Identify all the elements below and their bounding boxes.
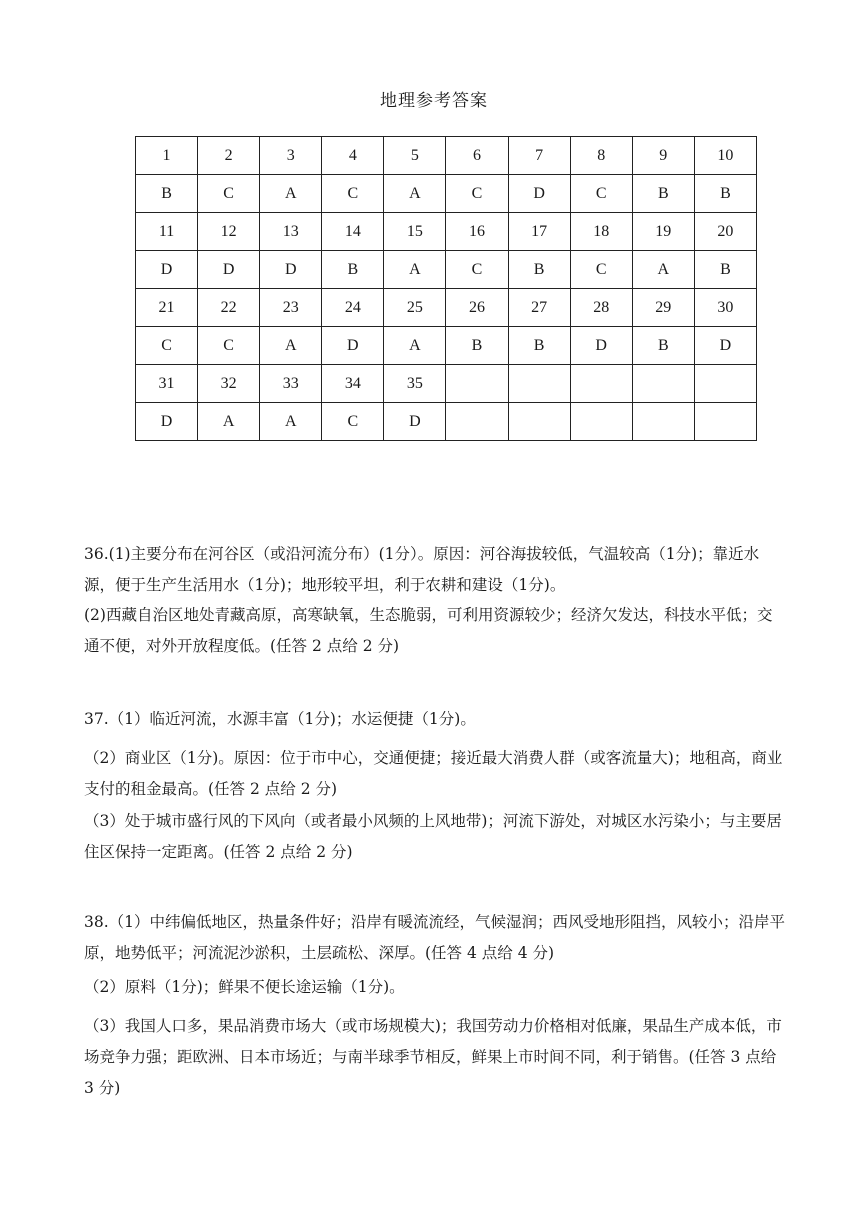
answer-36-part-2: (2)西藏自治区地处青藏高原，高寒缺氧，生态脆弱，可利用资源较少；经济欠发达，科技水平低；交通不便，对外开放程度低。(任答 2 点给 2 分) — [84, 606, 773, 655]
question-number-cell — [694, 365, 756, 403]
answer-38-part-2: （2）原料（1分)；鲜果不便长途运输（1分)。 — [84, 978, 405, 996]
answer-letter-row — [136, 403, 757, 441]
answer-letter-cell — [570, 403, 632, 441]
question-number-cell: 26 — [446, 289, 508, 327]
answer-letter-cell: C — [570, 175, 632, 213]
answer-letter-cell: C — [198, 175, 260, 213]
question-number-cell: 2 — [198, 137, 260, 175]
answer-letter-cell: D — [508, 175, 570, 213]
answer-letter-cell: A — [384, 251, 446, 289]
question-number-cell: 22 — [198, 289, 260, 327]
answer-table-body — [136, 137, 757, 441]
answer-letter-row — [136, 251, 757, 289]
answer-letter-cell: D — [136, 251, 198, 289]
answer-letter-cell: B — [136, 175, 198, 213]
answer-letter-cell: D — [260, 251, 322, 289]
answer-letter-cell: A — [198, 403, 260, 441]
answer-38-part-1: 38.（1）中纬偏低地区，热量条件好；沿岸有暖流流经，气候湿润；西风受地形阻挡，风较小；沿岸平原，地势低平；河流泥沙淤积，土层疏松、深厚。(任答 4 点给 4 分) — [84, 913, 786, 962]
answer-letter-cell: A — [260, 403, 322, 441]
answer-letter-cell — [632, 403, 694, 441]
answer-letter-cell: B — [632, 175, 694, 213]
answer-letter-cell: A — [632, 251, 694, 289]
answer-letter-cell: B — [508, 251, 570, 289]
question-number-cell: 32 — [198, 365, 260, 403]
question-number-cell: 23 — [260, 289, 322, 327]
answer-letter-cell: D — [322, 327, 384, 365]
question-number-cell: 24 — [322, 289, 384, 327]
question-number-cell: 14 — [322, 213, 384, 251]
answer-letter-cell: C — [446, 175, 508, 213]
question-number-cell: 12 — [198, 213, 260, 251]
answer-letter-cell: B — [322, 251, 384, 289]
answer-letter-cell: C — [570, 251, 632, 289]
answer-letter-cell: C — [322, 175, 384, 213]
question-number-row — [136, 365, 757, 403]
question-number-row — [136, 213, 757, 251]
question-number-cell: 21 — [136, 289, 198, 327]
answer-letter-cell: A — [260, 175, 322, 213]
question-number-cell: 30 — [694, 289, 756, 327]
question-number-cell — [632, 365, 694, 403]
answer-letter-cell — [508, 403, 570, 441]
answer-letter-cell — [446, 403, 508, 441]
question-number-cell: 9 — [632, 137, 694, 175]
answer-letter-cell: D — [384, 403, 446, 441]
question-number-cell: 34 — [322, 365, 384, 403]
answer-letter-cell: C — [322, 403, 384, 441]
answer-letter-cell: B — [694, 175, 756, 213]
answer-letter-cell: C — [198, 327, 260, 365]
question-number-row — [136, 137, 757, 175]
question-number-cell: 28 — [570, 289, 632, 327]
question-number-cell: 1 — [136, 137, 198, 175]
answer-letter-cell: A — [384, 175, 446, 213]
question-number-cell: 13 — [260, 213, 322, 251]
answer-letter-cell — [694, 403, 756, 441]
question-number-cell: 20 — [694, 213, 756, 251]
question-number-cell: 18 — [570, 213, 632, 251]
question-number-cell: 15 — [384, 213, 446, 251]
answer-letter-cell: B — [508, 327, 570, 365]
answer-letter-row — [136, 327, 757, 365]
answer-letter-row — [136, 175, 757, 213]
question-number-cell: 10 — [694, 137, 756, 175]
answer-37-part-2: （2）商业区（1分)。原因：位于市中心，交通便捷；接近最大消费人群（或客流量大)；地租高，商业支付的租金最高。(任答 2 点给 2 分) — [84, 749, 783, 798]
answer-letter-cell: A — [384, 327, 446, 365]
answer-37-part-1: 37.（1）临近河流，水源丰富（1分)；水运便捷（1分)。 — [84, 710, 476, 728]
question-number-cell: 7 — [508, 137, 570, 175]
question-number-cell: 29 — [632, 289, 694, 327]
question-number-cell: 3 — [260, 137, 322, 175]
page-title: 地理参考答案 — [380, 91, 488, 111]
question-number-cell: 16 — [446, 213, 508, 251]
question-number-cell: 6 — [446, 137, 508, 175]
question-number-cell: 4 — [322, 137, 384, 175]
answer-letter-cell: C — [136, 327, 198, 365]
answer-letter-cell: D — [198, 251, 260, 289]
question-number-cell: 25 — [384, 289, 446, 327]
answer-letter-cell: C — [446, 251, 508, 289]
answer-table — [135, 136, 757, 441]
answer-letter-cell: D — [136, 403, 198, 441]
question-number-cell: 5 — [384, 137, 446, 175]
question-number-cell — [446, 365, 508, 403]
question-number-cell: 33 — [260, 365, 322, 403]
answer-letter-cell: B — [632, 327, 694, 365]
answer-letter-cell: D — [694, 327, 756, 365]
question-number-cell — [508, 365, 570, 403]
question-number-cell: 17 — [508, 213, 570, 251]
question-number-cell: 27 — [508, 289, 570, 327]
answer-letter-cell: B — [446, 327, 508, 365]
question-number-cell: 11 — [136, 213, 198, 251]
answer-letter-cell: B — [694, 251, 756, 289]
answer-37-part-3: （3）处于城市盛行风的下风向（或者最小风频的上风地带)；河流下游处，对城区水污染小；与主要居住区保持一定距离。(任答 2 点给 2 分) — [84, 812, 782, 861]
answer-letter-cell: A — [260, 327, 322, 365]
question-number-cell — [570, 365, 632, 403]
answer-36-part-1: 36.(1)主要分布在河谷区（或沿河流分布）(1分）。原因：河谷海拔较低，气温较高（1分)；靠近水源，便于生产生活用水（1分)；地形较平坦，利于农耕和建设（1分)。 — [84, 545, 760, 594]
question-number-cell: 35 — [384, 365, 446, 403]
question-number-cell: 8 — [570, 137, 632, 175]
question-number-row — [136, 289, 757, 327]
question-number-cell: 31 — [136, 365, 198, 403]
answer-letter-cell: D — [570, 327, 632, 365]
answer-38-part-3: （3）我国人口多，果品消费市场大（或市场规模大)；我国劳动力价格相对低廉，果品生产成本低，市场竞争力强；距欧洲、日本市场近；与南半球季节相反，鲜果上市时间不同，利于销售。(任答 3 点给 3 分) — [84, 1017, 782, 1097]
question-number-cell: 19 — [632, 213, 694, 251]
